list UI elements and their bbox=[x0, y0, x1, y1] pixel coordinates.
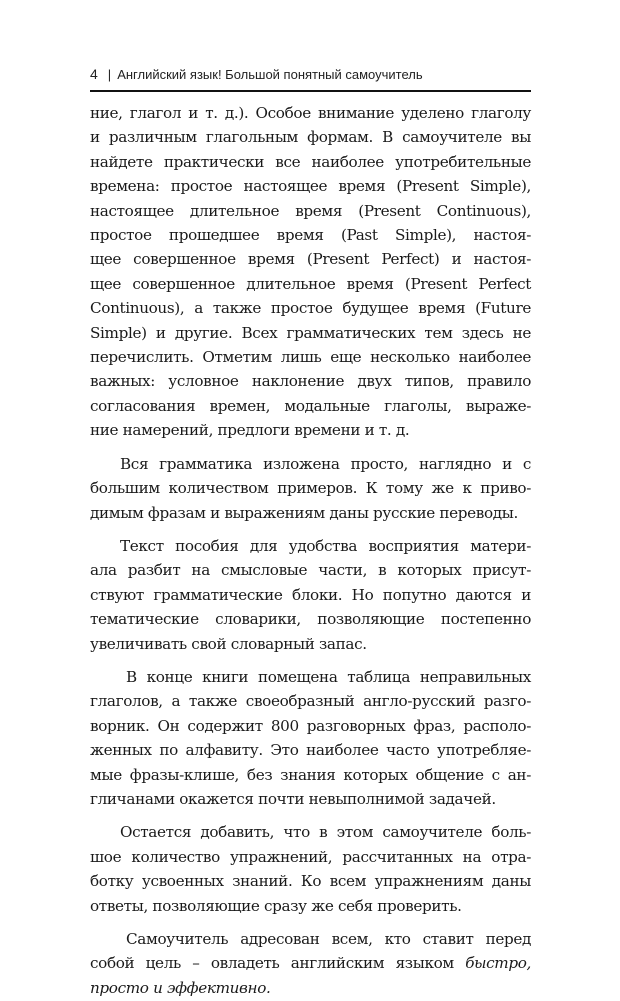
text-line: ствуют грамматические блоки. Но попутно даются и bbox=[90, 585, 531, 604]
text-line: мые фразы-клише, без знания которых общение с ан- bbox=[90, 765, 531, 784]
text-run: собой цель – овладеть английским языком bbox=[90, 954, 466, 973]
text-line: перечислить. Отметим лишь еще несколько наиболее bbox=[90, 348, 531, 367]
text-line: настоящее длительное время (Present Continuous), bbox=[90, 201, 531, 220]
text-line: времена: простое настоящее время (Present Simple), bbox=[90, 177, 531, 196]
paragraph-2 bbox=[90, 452, 531, 525]
text-line: В конце книги помещена таблица неправильных bbox=[126, 667, 531, 686]
text-line: щее совершенное время (Present Perfect) и настоя- bbox=[90, 250, 531, 269]
paragraph-4 bbox=[90, 665, 531, 811]
text-line: Остается добавить, что в этом самоучителе боль- bbox=[120, 823, 531, 842]
running-header bbox=[90, 62, 530, 86]
header-separator: | bbox=[107, 67, 112, 82]
text-line: Simple) и другие. Всех грамматических тем здесь не bbox=[90, 323, 531, 342]
text-line: ние, глагол и т. д.). Особое внимание уделено глаголу bbox=[90, 104, 531, 122]
text-line: Самоучитель адресован всем, кто ставит перед bbox=[126, 930, 531, 948]
text-line: ворник. Он содержит 800 разговорных фраз, располо- bbox=[90, 716, 531, 735]
emphasis-text: просто и эффективно. bbox=[90, 978, 271, 997]
text-line: тематические словарики, позволяющие постепенно bbox=[90, 610, 531, 629]
text-line: Вся грамматика изложена просто, наглядно и с bbox=[120, 454, 531, 473]
text-line: увеличивать свой словарный запас. bbox=[90, 634, 367, 653]
body-text bbox=[90, 101, 531, 1000]
text-line: найдете практически все наиболее употребительные bbox=[90, 152, 531, 171]
text-line: важных: условное наклонение двух типов, правило bbox=[90, 372, 531, 391]
text-line: Continuous), а также простое будущее время (Future bbox=[90, 299, 531, 318]
paragraph-1 bbox=[90, 101, 531, 443]
text-line bbox=[90, 951, 531, 975]
paragraph-3 bbox=[90, 534, 531, 656]
text-line: глаголов, а также своеобразный англо-русский разго- bbox=[90, 692, 531, 711]
header-rule bbox=[90, 90, 531, 92]
text-line: ботку усвоенных знаний. Ко всем упражнениям даны bbox=[90, 872, 531, 891]
text-line: ответы, позволяющие сразу же себя проверить. bbox=[90, 896, 462, 915]
paragraph-5 bbox=[90, 820, 531, 918]
text-line: простое прошедшее время (Past Simple), настоя- bbox=[90, 226, 531, 245]
text-line: димым фразам и выражениям даны русские переводы. bbox=[90, 503, 518, 522]
text-line: согласования времен, модальные глаголы, выраже- bbox=[90, 396, 531, 415]
paragraph-6 bbox=[90, 927, 531, 1000]
text-line: гличанами окажется почти невыполнимой задачей. bbox=[90, 789, 496, 808]
text-line: шое количество упражнений, рассчитанных на отра- bbox=[90, 847, 531, 866]
text-line: ала разбит на смысловые части, в которых присут- bbox=[90, 561, 531, 580]
text-line: женных по алфавиту. Это наиболее часто употребляе- bbox=[90, 741, 531, 760]
emphasis-text: быстро, bbox=[465, 954, 531, 973]
page-number: 4 bbox=[90, 66, 98, 82]
text-line: большим количеством примеров. К тому же к приво- bbox=[90, 479, 531, 498]
text-line: Текст пособия для удобства восприятия матери- bbox=[120, 536, 531, 555]
text-line bbox=[90, 976, 531, 1000]
text-line: ние намерений, предлоги времени и т. д. bbox=[90, 421, 410, 440]
text-line: и различным глагольным формам. В самоучителе вы bbox=[90, 128, 531, 147]
book-title: Английский язык! Большой понятный самоучитель bbox=[117, 67, 423, 82]
text-line: щее совершенное длительное время (Present Perfect bbox=[90, 274, 531, 293]
